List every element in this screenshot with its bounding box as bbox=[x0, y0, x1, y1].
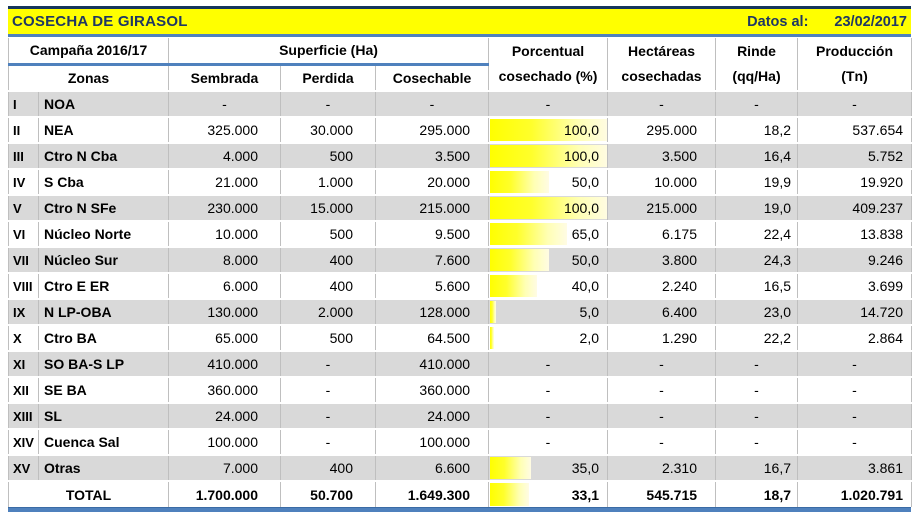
cell-rinde: 19,9 bbox=[716, 169, 798, 195]
pct-value: 65,0 bbox=[571, 226, 600, 242]
pct-data-bar bbox=[490, 327, 494, 349]
cell-produccion: 3.861 bbox=[798, 455, 912, 481]
cell-sembrada: 65.000 bbox=[169, 325, 281, 351]
table-row bbox=[9, 403, 912, 429]
harvest-table bbox=[8, 38, 912, 507]
cell-sembrada: 360.000 bbox=[169, 377, 281, 403]
col-header-hectareas bbox=[608, 38, 716, 91]
table-row bbox=[9, 91, 912, 117]
cell-perdida: - bbox=[281, 403, 376, 429]
cell-cosechable: 100.000 bbox=[376, 429, 489, 455]
table-row bbox=[9, 273, 912, 299]
cell-hectareas: 545.715 bbox=[608, 481, 716, 507]
cell-zone-name: Núcleo Sur bbox=[39, 247, 169, 273]
cell-zone-id: XII bbox=[9, 377, 39, 403]
cell-rinde: 16,4 bbox=[716, 143, 798, 169]
rinde-line1: Rinde bbox=[737, 43, 776, 59]
table-row bbox=[9, 377, 912, 403]
cell-zone-id: I bbox=[9, 91, 39, 117]
table-row bbox=[9, 325, 912, 351]
cell-zone-id: IX bbox=[9, 299, 39, 325]
cell-produccion: - bbox=[798, 91, 912, 117]
cell-zone-id: XIII bbox=[9, 403, 39, 429]
pct-value: 100,0 bbox=[563, 148, 600, 164]
cell-zone-name: SO BA-S LP bbox=[39, 351, 169, 377]
cell-zone-id: III bbox=[9, 143, 39, 169]
total-row bbox=[9, 481, 912, 507]
cell-perdida: 50.700 bbox=[281, 481, 376, 507]
cell-cosechable: 24.000 bbox=[376, 403, 489, 429]
cell-perdida: - bbox=[281, 91, 376, 117]
table-row bbox=[9, 351, 912, 377]
cell-porcentual bbox=[489, 299, 608, 325]
cell-cosechable: 5.600 bbox=[376, 273, 489, 299]
cell-porcentual bbox=[489, 325, 608, 351]
cell-produccion: 13.838 bbox=[798, 221, 912, 247]
cell-perdida: 500 bbox=[281, 221, 376, 247]
cell-zone-id: XIV bbox=[9, 429, 39, 455]
cell-cosechable: 9.500 bbox=[376, 221, 489, 247]
cell-produccion: 9.246 bbox=[798, 247, 912, 273]
table-row bbox=[9, 299, 912, 325]
cell-sembrada: 10.000 bbox=[169, 221, 281, 247]
cell-zone-id: V bbox=[9, 195, 39, 221]
datos-al-label: Datos al: bbox=[747, 13, 809, 30]
table-row bbox=[9, 455, 912, 481]
cell-porcentual: - bbox=[489, 91, 608, 117]
cell-zone-id: XV bbox=[9, 455, 39, 481]
cell-porcentual bbox=[489, 195, 608, 221]
cell-perdida: 15.000 bbox=[281, 195, 376, 221]
cell-porcentual: - bbox=[489, 403, 608, 429]
cell-hectareas: - bbox=[608, 403, 716, 429]
cell-sembrada: - bbox=[169, 91, 281, 117]
cell-porcentual bbox=[489, 221, 608, 247]
cell-porcentual bbox=[489, 143, 608, 169]
rinde-line2: (qq/Ha) bbox=[732, 68, 781, 84]
cell-perdida: 400 bbox=[281, 273, 376, 299]
pct-value: 5,0 bbox=[579, 304, 600, 320]
cell-porcentual: - bbox=[489, 377, 608, 403]
cell-hectareas: 1.290 bbox=[608, 325, 716, 351]
pct-data-bar bbox=[490, 483, 529, 506]
col-header-porcentual bbox=[489, 38, 608, 91]
cell-porcentual bbox=[489, 117, 608, 143]
cell-perdida: 500 bbox=[281, 325, 376, 351]
cell-cosechable: 64.500 bbox=[376, 325, 489, 351]
cell-zone-name: Núcleo Norte bbox=[39, 221, 169, 247]
cell-perdida: - bbox=[281, 351, 376, 377]
cell-zone-id: IV bbox=[9, 169, 39, 195]
col-header-sembrada: Sembrada bbox=[169, 64, 281, 91]
cell-porcentual bbox=[489, 169, 608, 195]
cell-cosechable: 295.000 bbox=[376, 117, 489, 143]
cell-perdida: 30.000 bbox=[281, 117, 376, 143]
cell-sembrada: 4.000 bbox=[169, 143, 281, 169]
cell-zone-name: S Cba bbox=[39, 169, 169, 195]
cell-produccion: 537.654 bbox=[798, 117, 912, 143]
col-header-rinde bbox=[716, 38, 798, 91]
porcentual-line2: cosechado (%) bbox=[498, 68, 598, 84]
cell-zone-name: SL bbox=[39, 403, 169, 429]
cell-sembrada: 6.000 bbox=[169, 273, 281, 299]
pct-value: 40,0 bbox=[571, 278, 600, 294]
title-date-group bbox=[747, 14, 907, 30]
cell-rinde: 16,5 bbox=[716, 273, 798, 299]
cell-cosechable: 7.600 bbox=[376, 247, 489, 273]
page-title: COSECHA DE GIRASOL bbox=[12, 13, 188, 30]
cell-perdida: 500 bbox=[281, 143, 376, 169]
cell-sembrada: 24.000 bbox=[169, 403, 281, 429]
cell-produccion: - bbox=[798, 403, 912, 429]
pct-data-bar bbox=[490, 457, 531, 479]
cell-zone-id: X bbox=[9, 325, 39, 351]
cell-sembrada: 7.000 bbox=[169, 455, 281, 481]
cell-cosechable: 360.000 bbox=[376, 377, 489, 403]
pct-value: 2,0 bbox=[579, 330, 600, 346]
cell-produccion: - bbox=[798, 429, 912, 455]
cell-cosechable: 128.000 bbox=[376, 299, 489, 325]
pct-value: 50,0 bbox=[571, 174, 600, 190]
cell-cosechable: 6.600 bbox=[376, 455, 489, 481]
pct-value: 35,0 bbox=[571, 460, 600, 476]
cell-hectareas: 2.310 bbox=[608, 455, 716, 481]
cell-cosechable: 1.649.300 bbox=[376, 481, 489, 507]
cell-zone-name: Ctro N Cba bbox=[39, 143, 169, 169]
cell-rinde: 18,7 bbox=[716, 481, 798, 507]
pct-value: 50,0 bbox=[571, 252, 600, 268]
cell-porcentual bbox=[489, 273, 608, 299]
cell-sembrada: 100.000 bbox=[169, 429, 281, 455]
cell-rinde: 22,2 bbox=[716, 325, 798, 351]
cell-sembrada: 130.000 bbox=[169, 299, 281, 325]
cell-sembrada: 410.000 bbox=[169, 351, 281, 377]
col-header-superficie: Superficie (Ha) bbox=[169, 38, 489, 64]
table-row bbox=[9, 169, 912, 195]
cell-perdida: 400 bbox=[281, 247, 376, 273]
cell-zone-name: Ctro E ER bbox=[39, 273, 169, 299]
cell-zone-name: Cuenca Sal bbox=[39, 429, 169, 455]
cell-zone-id: VI bbox=[9, 221, 39, 247]
cell-cosechable: 410.000 bbox=[376, 351, 489, 377]
cell-zone-name: Ctro N SFe bbox=[39, 195, 169, 221]
pct-data-bar bbox=[490, 223, 567, 245]
table-body bbox=[9, 91, 912, 507]
table-header bbox=[9, 38, 912, 91]
table-row bbox=[9, 247, 912, 273]
cell-produccion: 14.720 bbox=[798, 299, 912, 325]
hectareas-line1: Hectáreas bbox=[628, 43, 695, 59]
produccion-line1: Producción bbox=[816, 43, 894, 59]
cell-zone-id: VII bbox=[9, 247, 39, 273]
cell-zone-name: Ctro BA bbox=[39, 325, 169, 351]
table-row bbox=[9, 143, 912, 169]
pct-value: 33,1 bbox=[571, 486, 600, 503]
cell-produccion: 1.020.791 bbox=[798, 481, 912, 507]
cell-rinde: 18,2 bbox=[716, 117, 798, 143]
cell-porcentual: - bbox=[489, 429, 608, 455]
cell-perdida: - bbox=[281, 429, 376, 455]
cell-porcentual: - bbox=[489, 351, 608, 377]
table-row bbox=[9, 117, 912, 143]
report-date: 23/02/2017 bbox=[834, 13, 907, 30]
cell-hectareas: - bbox=[608, 429, 716, 455]
cell-cosechable: 20.000 bbox=[376, 169, 489, 195]
cell-produccion: 2.864 bbox=[798, 325, 912, 351]
cell-perdida: 1.000 bbox=[281, 169, 376, 195]
col-header-perdida: Perdida bbox=[281, 64, 376, 91]
cell-rinde: - bbox=[716, 377, 798, 403]
cell-hectareas: - bbox=[608, 351, 716, 377]
cell-cosechable: 3.500 bbox=[376, 143, 489, 169]
hectareas-line2: cosechadas bbox=[621, 68, 702, 84]
cell-zone-id: XI bbox=[9, 351, 39, 377]
cell-rinde: - bbox=[716, 351, 798, 377]
pct-value: 100,0 bbox=[563, 122, 600, 138]
cell-hectareas: 6.175 bbox=[608, 221, 716, 247]
cell-sembrada: 8.000 bbox=[169, 247, 281, 273]
total-label: TOTAL bbox=[9, 481, 169, 507]
cell-rinde: 22,4 bbox=[716, 221, 798, 247]
cell-produccion: 5.752 bbox=[798, 143, 912, 169]
pct-data-bar bbox=[490, 171, 549, 193]
cell-hectareas: 6.400 bbox=[608, 299, 716, 325]
cell-hectareas: - bbox=[608, 377, 716, 403]
table-row bbox=[9, 221, 912, 247]
porcentual-line1: Porcentual bbox=[511, 43, 585, 59]
cell-hectareas: 3.500 bbox=[608, 143, 716, 169]
cell-rinde: - bbox=[716, 91, 798, 117]
cell-zone-id: VIII bbox=[9, 273, 39, 299]
cell-rinde: 19,0 bbox=[716, 195, 798, 221]
produccion-line2: (Tn) bbox=[841, 68, 868, 84]
cell-zone-id: II bbox=[9, 117, 39, 143]
cell-produccion: - bbox=[798, 377, 912, 403]
cell-sembrada: 325.000 bbox=[169, 117, 281, 143]
cell-zone-name: SE BA bbox=[39, 377, 169, 403]
cell-sembrada: 21.000 bbox=[169, 169, 281, 195]
cell-produccion: 409.237 bbox=[798, 195, 912, 221]
cell-sembrada: 230.000 bbox=[169, 195, 281, 221]
cell-produccion: 3.699 bbox=[798, 273, 912, 299]
cell-zone-name: NOA bbox=[39, 91, 169, 117]
cell-perdida: 400 bbox=[281, 455, 376, 481]
cell-zone-name: Otras bbox=[39, 455, 169, 481]
pct-data-bar bbox=[490, 301, 496, 323]
cell-produccion: - bbox=[798, 351, 912, 377]
cell-rinde: - bbox=[716, 429, 798, 455]
cell-sembrada: 1.700.000 bbox=[169, 481, 281, 507]
cell-rinde: - bbox=[716, 403, 798, 429]
cell-rinde: 24,3 bbox=[716, 247, 798, 273]
col-header-zonas: Zonas bbox=[9, 64, 169, 91]
table-row bbox=[9, 195, 912, 221]
pct-data-bar bbox=[490, 275, 537, 297]
cell-rinde: 23,0 bbox=[716, 299, 798, 325]
title-bar bbox=[8, 6, 911, 37]
cell-hectareas: 10.000 bbox=[608, 169, 716, 195]
table-row bbox=[9, 429, 912, 455]
cell-cosechable: - bbox=[376, 91, 489, 117]
cell-hectareas: - bbox=[608, 91, 716, 117]
cell-hectareas: 295.000 bbox=[608, 117, 716, 143]
cell-rinde: 16,7 bbox=[716, 455, 798, 481]
pct-data-bar bbox=[490, 249, 549, 271]
col-header-produccion bbox=[798, 38, 912, 91]
cell-porcentual bbox=[489, 247, 608, 273]
cell-zone-name: NEA bbox=[39, 117, 169, 143]
cell-zone-name: N LP-OBA bbox=[39, 299, 169, 325]
cell-produccion: 19.920 bbox=[798, 169, 912, 195]
harvest-report-sheet bbox=[8, 6, 911, 512]
cell-hectareas: 2.240 bbox=[608, 273, 716, 299]
pct-value: 100,0 bbox=[563, 200, 600, 216]
col-header-campana: Campaña 2016/17 bbox=[9, 38, 169, 64]
cell-cosechable: 215.000 bbox=[376, 195, 489, 221]
cell-porcentual bbox=[489, 481, 608, 507]
cell-perdida: - bbox=[281, 377, 376, 403]
col-header-cosechable: Cosechable bbox=[376, 64, 489, 91]
cell-perdida: 2.000 bbox=[281, 299, 376, 325]
cell-hectareas: 215.000 bbox=[608, 195, 716, 221]
bottom-blue-rule bbox=[8, 507, 911, 512]
cell-hectareas: 3.800 bbox=[608, 247, 716, 273]
cell-porcentual bbox=[489, 455, 608, 481]
